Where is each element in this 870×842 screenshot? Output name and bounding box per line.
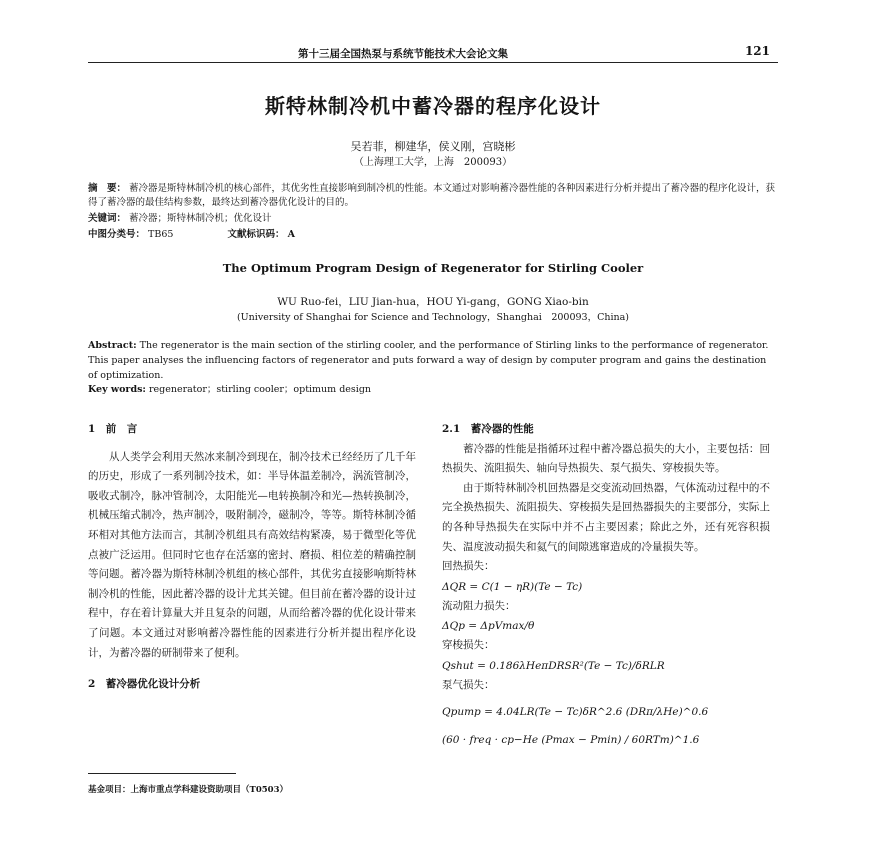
left-column bbox=[88, 420, 416, 695]
abstract-en bbox=[88, 338, 778, 383]
keywords-en-label: Key words: bbox=[88, 384, 146, 395]
abstract-en-label: Abstract: bbox=[88, 340, 137, 351]
pump-loss-equation-line1: Qpump = 4.04LR(Te − Tc)δR^2.6 (DRπ/λHe)^0.6 bbox=[442, 705, 709, 718]
doc-code-label: 文献标识码： bbox=[227, 229, 285, 240]
keywords-cn-text: 蓄冷器；斯特林制冷机；优化设计 bbox=[129, 213, 272, 224]
loss-paragraph: 由于斯特林制冷机回热器是交变流动回热器，气体流动过程中的不完全换热损失、流阻损失、穿梭损失是回热器损失的主要部分，实际上的各种导热损失在实际中并不占主要因素；除此之外，还有死容积损失、温度波动损失和氦气的间隙逃窜造成的冷量损失等。 bbox=[442, 481, 770, 553]
classification-label: 中图分类号： bbox=[88, 229, 146, 240]
classification-line bbox=[88, 228, 778, 242]
paper-title-en: The Optimum Program Design of Regenerator for Stirling Cooler bbox=[222, 261, 644, 275]
shuttle-loss-equation: Qshut = 0.186λHeπDRSR²(Te − Tc)/δRLR bbox=[442, 659, 665, 672]
performance-paragraph: 蓄冷器的性能是指循环过程中蓄冷器总损失的大小，主要包括：回热损失、流阻损失、轴向导热损失、泵气损失、穿梭损失等。 bbox=[442, 442, 770, 475]
flow-loss-equation: ΔQp = ΔpVmax/θ bbox=[442, 620, 535, 633]
keywords-cn-label: 关键词： bbox=[88, 213, 127, 224]
regen-loss-label: 回热损失： bbox=[442, 560, 495, 573]
affiliation-cn: （上海理工大学，上海 200093） bbox=[353, 157, 513, 168]
flow-loss-label: 流动阻力损失： bbox=[442, 599, 516, 612]
running-header bbox=[88, 44, 778, 63]
pump-loss-label: 泵气损失： bbox=[442, 678, 495, 691]
abstract-cn bbox=[88, 182, 778, 210]
footnote-rule bbox=[88, 773, 236, 774]
affiliation-en: (University of Shanghai for Science and Technology，Shanghai 200093，China) bbox=[236, 312, 630, 323]
authors-en: WU Ruo-fei，LIU Jian-hua，HOU Yi-gang，GONG Xiao-bin bbox=[277, 296, 589, 308]
authors-cn: 吴若菲，柳建华，侯义刚，宫晓彬 bbox=[350, 140, 516, 153]
doc-code-value: A bbox=[287, 229, 295, 240]
abstract-en-text: The regenerator is the main section of the stirling cooler, and the performance of Stirling links to the performance of regenerator. This paper analyses the influencing factors of regenerator and puts forward a way of design by computer program and gains the destination of optimization. bbox=[88, 340, 769, 381]
pump-loss-equation-line2: (60 · freq · cp−He (Pmax − Pmin) / 60RTm)^1.6 bbox=[442, 733, 700, 746]
shuttle-loss-label: 穿梭损失： bbox=[442, 639, 495, 652]
section2-heading: 2 蓄冷器优化设计分析 bbox=[88, 678, 201, 691]
keywords-cn bbox=[88, 212, 778, 226]
paper-title-cn: 斯特林制冷机中蓄冷器的程序化设计 bbox=[265, 94, 601, 118]
keywords-en bbox=[88, 383, 778, 397]
right-column bbox=[442, 420, 770, 750]
abstract-cn-label: 摘 要： bbox=[88, 183, 127, 194]
journal-name: 第十三届全国热泵与系统节能技术大会论文集 bbox=[298, 48, 508, 60]
classification-value: TB65 bbox=[148, 229, 174, 240]
page-number: 121 bbox=[744, 44, 770, 58]
subsection-heading: 2.1 蓄冷器的性能 bbox=[442, 423, 534, 435]
regen-loss-equation: ΔQR = C(1 − ηR)(Te − Tc) bbox=[442, 580, 583, 593]
section1-heading: 1 前 言 bbox=[88, 423, 138, 435]
section1-body: 从人类学会利用天然冰来制冷到现在，制冷技术已经经历了几千年的历史，形成了一系列制冷技术，如：半导体温差制冷，涡流管制冷，吸收式制冷，脉冲管制冷，太阳能光—电转换制冷和光—热转换制冷，机械压缩式制冷，热声制冷，吸附制冷，磁制冷，等等。斯特林制冷循环相对其他方法而言，其制冷机组具有高效结构紧凑，易于微型化等优点被广泛运用。但同时它也存在活塞的密封、磨损、相位差的精确控制等问题。蓄冷器为斯特林制冷机组的核心部件，其优劣直接影响斯特林制冷机的性能，因此蓄冷器的设计尤其关键。但目前在蓄冷器的设计过程中，存在着计算量大并且复杂的问题，从而给蓄冷器的优化设计带来了问题。本文通过对影响蓄冷器性能的因素进行分析并提出程序化设计，为蓄冷器的研制带来了便利。 bbox=[88, 450, 416, 659]
abstract-cn-text: 蓄冷器是斯特林制冷机的核心部件，其优劣性直接影响到制冷机的性能。本文通过对影响蓄冷器性能的各种因素进行分析并提出了蓄冷器的程序化设计，获得了蓄冷器的最佳结构参数，最终达到蓄冷器优化设计的目的。 bbox=[88, 183, 776, 208]
keywords-en-text: regenerator；stirling cooler；optimum design bbox=[148, 384, 372, 395]
footnote: 基金项目：上海市重点学科建设资助项目（T0503） bbox=[88, 785, 288, 795]
